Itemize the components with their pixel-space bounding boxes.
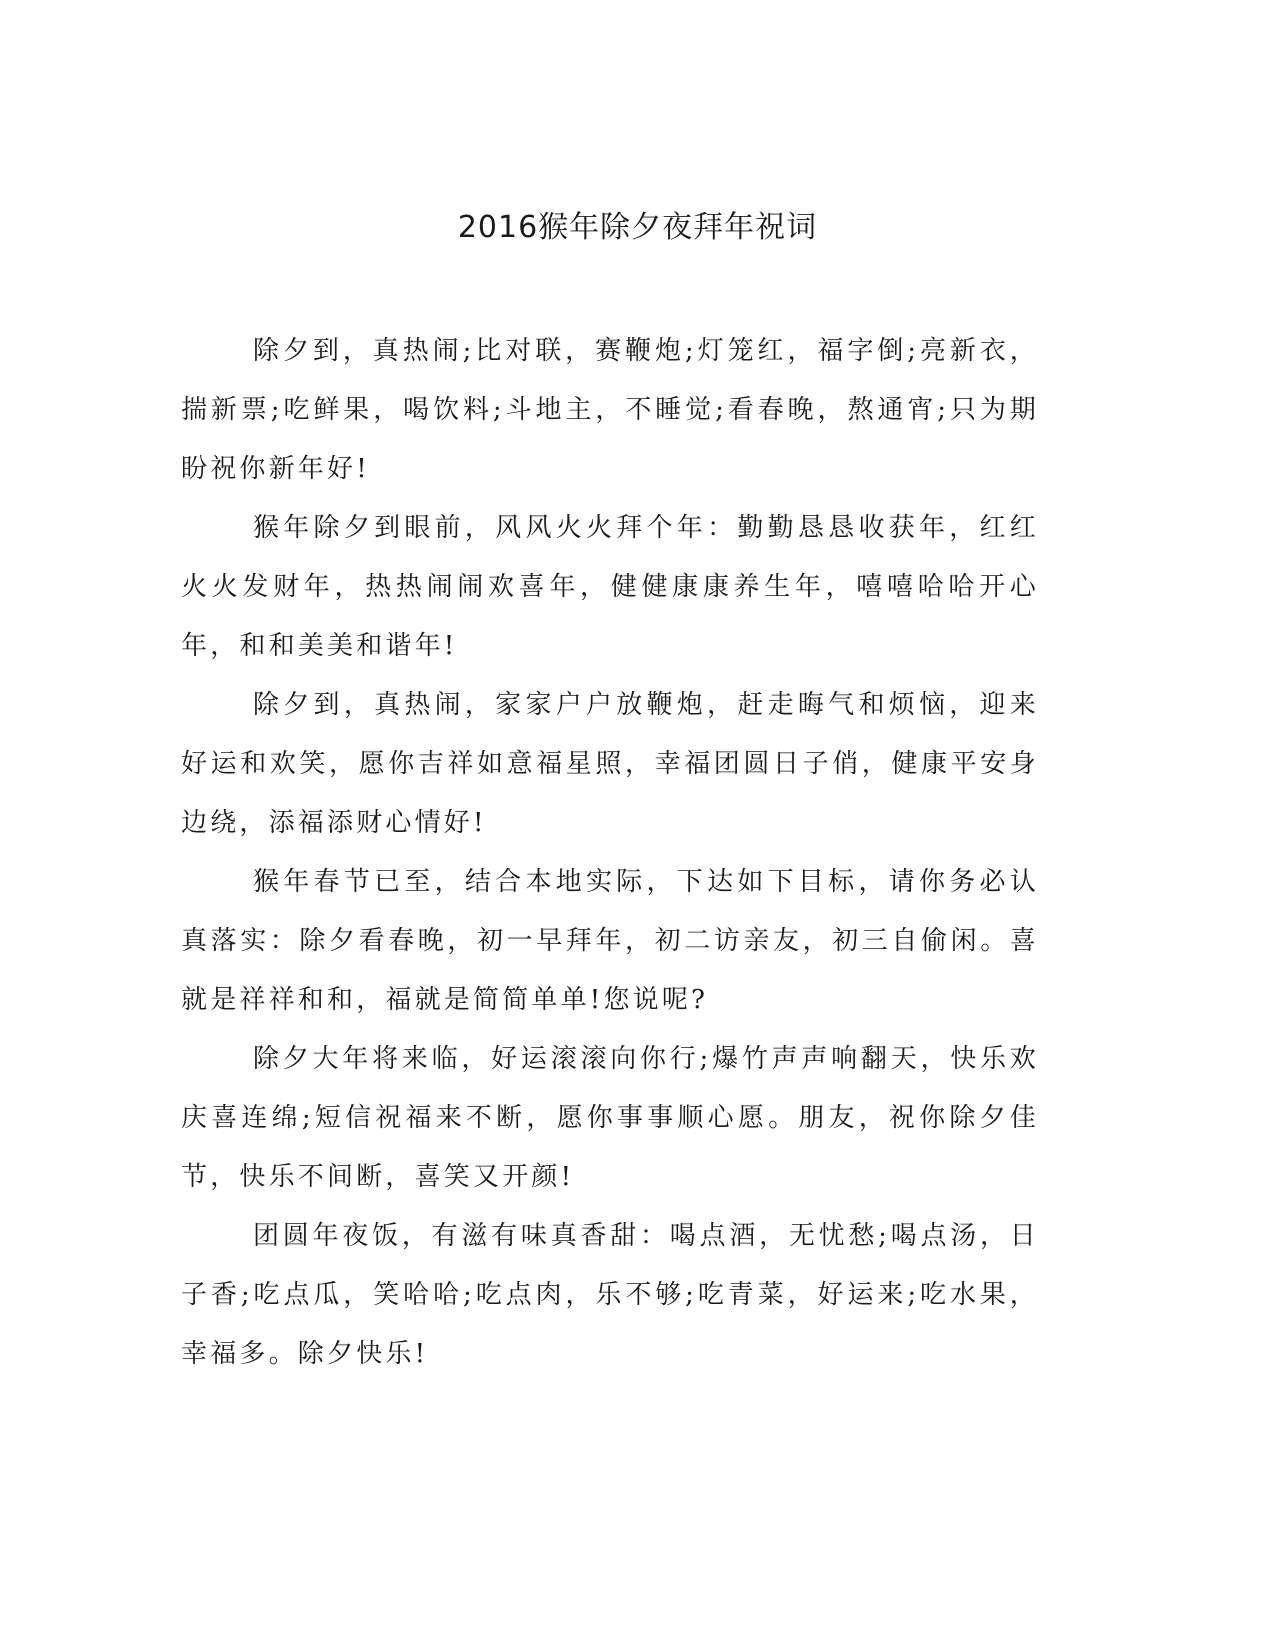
- paragraph: 除夕到，真热闹，家家户户放鞭炮，赶走晦气和烦恼，迎来好运和欢笑，愿你吉祥如意福星照，幸福团圆日子俏，健康平安身边绕，添福添财心情好!: [181, 690, 1039, 838]
- paragraph: 除夕到，真热闹;比对联，赛鞭炮;灯笼红，福字倒;亮新衣，揣新票;吃鲜果，喝饮料;斗地主，不睡觉;看春晚，熬通宵;只为期盼祝你新年好!: [181, 336, 1039, 484]
- paragraph: 猴年除夕到眼前，风风火火拜个年：勤勤恳恳收获年，红红火火发财年，热热闹闹欢喜年，健健康康养生年，嘻嘻哈哈开心年，和和美美和谐年!: [181, 513, 1039, 661]
- paragraph: 猴年春节已至，结合本地实际，下达如下目标，请你务必认真落实：除夕看春晚，初一早拜年，初二访亲友，初三自偷闲。喜就是祥祥和和，福就是简简单单!您说呢?: [181, 867, 1039, 1015]
- paragraph: 团圆年夜饭，有滋有味真香甜：喝点酒，无忧愁;喝点汤，日子香;吃点瓜，笑哈哈;吃点肉，乐不够;吃青菜，好运来;吃水果，幸福多。除夕快乐!: [181, 1221, 1039, 1369]
- document-title: 2016猴年除夕夜拜年祝词: [457, 210, 818, 245]
- paragraph: 除夕大年将来临，好运滚滚向你行;爆竹声声响翻天，快乐欢庆喜连绵;短信祝福来不断，愿你事事顺心愿。朋友，祝你除夕佳节，快乐不间断，喜笑又开颜!: [181, 1044, 1039, 1192]
- document-body: [181, 322, 1039, 1384]
